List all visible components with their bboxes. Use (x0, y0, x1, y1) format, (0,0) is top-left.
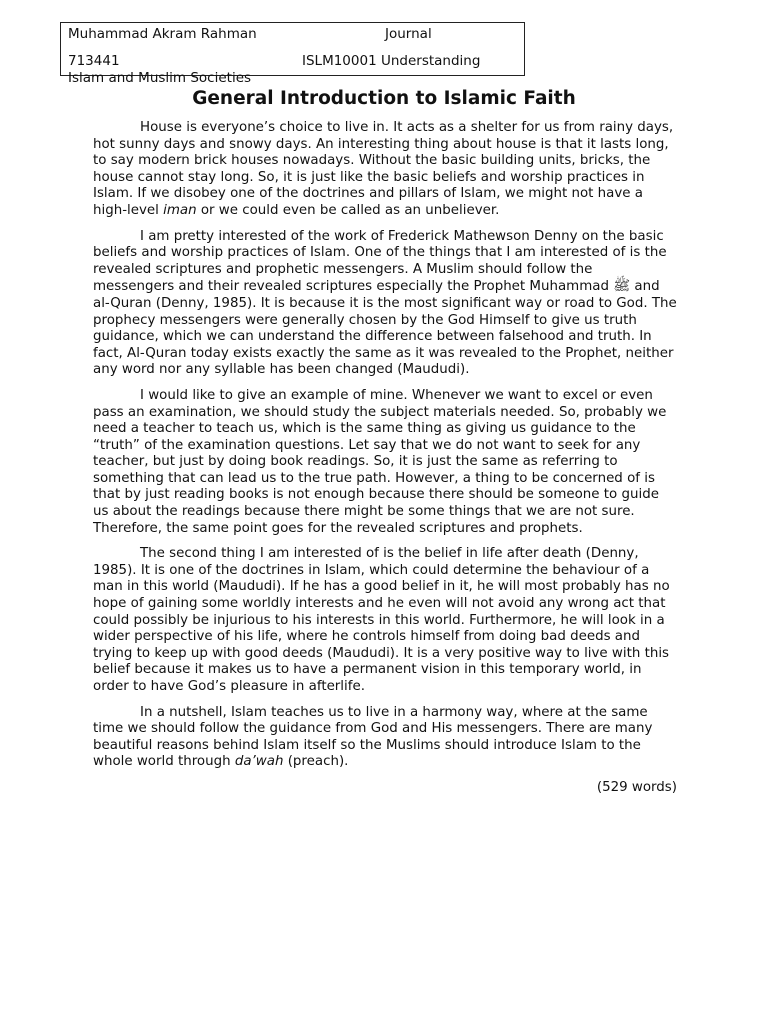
paragraph-3: I would like to give an example of mine. Whenever we want to excel or even pass an examination, we should study the subject materials needed. So, probably we need a teacher to teach us, which is the same thing as giving us guidance to the “truth” of the examination questions. Let say that we do not want to seek for any teacher, but just by doing book readings. So, it is just the same as referring to something that can lead us to the true path. However, a thing to be concerned of is that by just reading books is not enough because there should be someone to guide us about the readings because there might be some things that we are not sure. Therefore, the same point goes for the revealed scriptures and prophets. (93, 387, 667, 536)
header-info-box (60, 22, 525, 86)
paragraph-1-text-a: House is everyone’s choice to live in. It acts as a shelter for us from rainy days, hot sunny days and snowy days. An interesting thing about house is that it lasts long, to say modern brick houses nowadays. Without the basic building units, bricks, the house cannot stay long. So, it is just like the basic beliefs and worship practices in Islam. If we disobey one of the doctrines and pillars of Islam, we might not have a high-level (93, 120, 674, 218)
paragraph-1-text-b: or we could even be called as an unbeliever. (196, 202, 500, 218)
paragraph-2-text-a: I am pretty interested of the work of Frederick Mathewson Denny on the basic beliefs and worship practices of Islam. One of the things that I am interested of is the revealed scriptures and prophetic messengers. A Muslim should follow the messengers and their revealed scriptures especially the Prophet Muhammad (93, 228, 667, 295)
document-body (93, 120, 677, 797)
paragraph-5-text-b: (preach). (283, 754, 349, 770)
paragraph-4: The second thing I am interested of is the belief in life after death (Denny, 1985). It is one of the doctrines in Islam, which could determine the behaviour of a man in this world (Maududi). If he has a good belief in it, he will most probably has no hope of gaining some worldly interests and he even will not avoid any wrong act that could possibly be injurious to his interests in this world. Furthermore, he will look in a wider perspective of his life, where he controls himself from doing bad deeds and trying to keep up with good deeds (Maududi). It is a very positive way to live with this belief because it makes us to have a permanent vision in this temporary world, in order to have God’s pleasure in afterlife. (93, 546, 670, 694)
course-code: ISLM10001 Understanding (302, 53, 481, 69)
italic-term-dawah: da’wah (234, 754, 284, 770)
student-id: 713441 (68, 53, 120, 69)
italic-term-iman: iman (163, 202, 197, 218)
paragraph-5-text-a: In a nutshell, Islam teaches us to live in a harmony way, where at the same time we should follow the guidance from God and His messengers. There are many beautiful reasons behind Islam itself so the Muslims should introduce Islam to the whole world through (93, 704, 653, 770)
paragraph-2 (93, 229, 677, 379)
clipped-course-subtitle: Islam and Muslim Societies (68, 70, 252, 86)
paragraph-2-text-b: and al-Quran (Denny, 1985). It is because it is the most significant way or road to God. The prophecy messengers were generally chosen by the God Himself to give us truth guidance, which we can understand the difference between falsehood and truth. In fact, Al-Quran today exists exactly the same as it was revealed to the Prophet, neither any word nor any syllable has been changed (Maududi). (93, 279, 677, 378)
word-count: (529 words) (596, 779, 677, 795)
document-type: Journal (385, 26, 432, 42)
paragraph-1 (93, 120, 677, 220)
pbuh-honorific-glyph: ﷺ (613, 278, 631, 295)
author-name: Muhammad Akram Rahman (68, 26, 257, 42)
document-title: General Introduction to Islamic Faith (192, 88, 576, 109)
paragraph-5 (93, 705, 677, 771)
